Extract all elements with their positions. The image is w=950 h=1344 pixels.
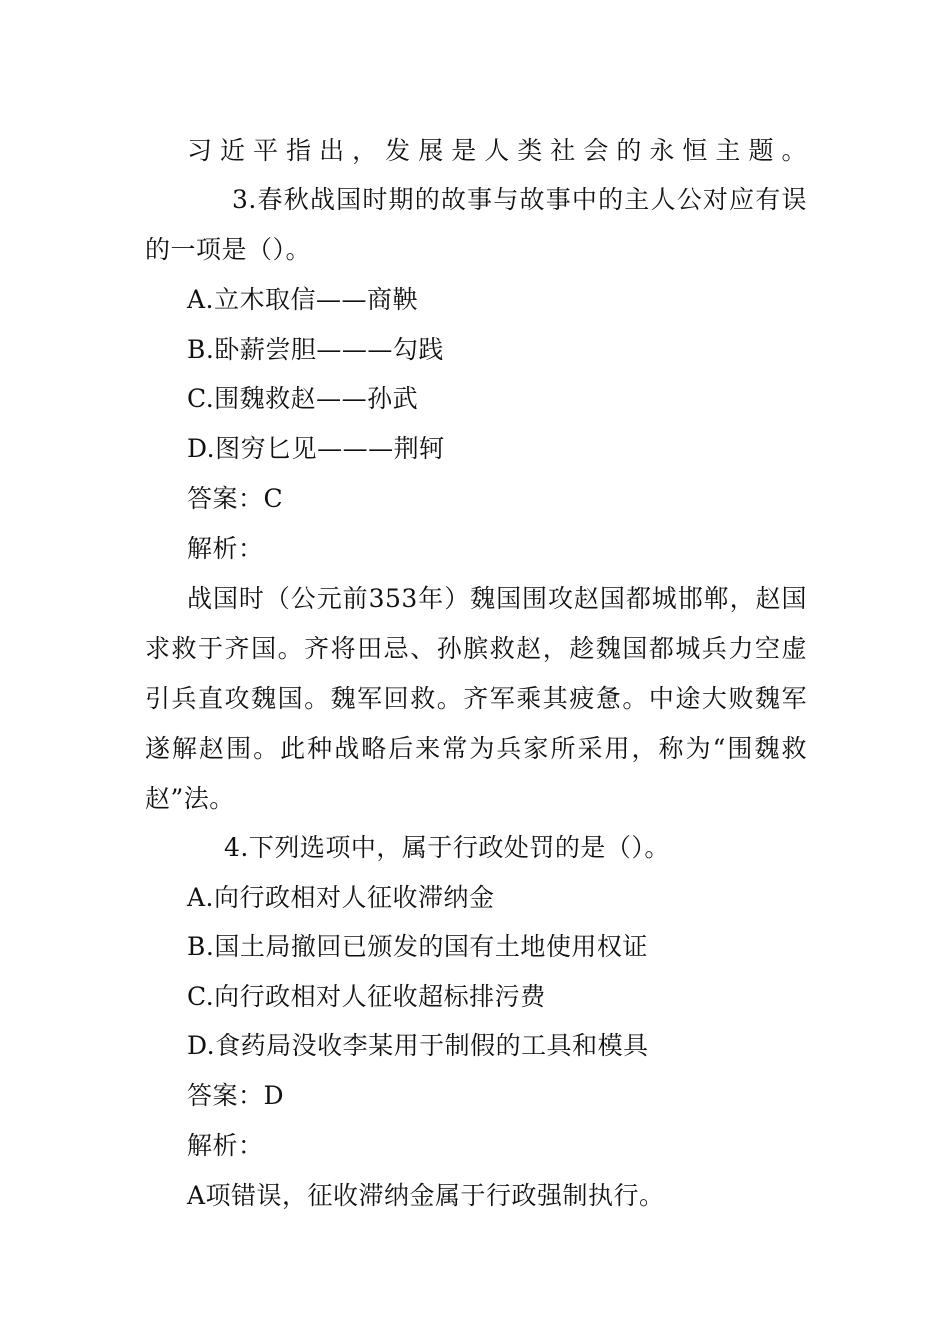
question-3-analysis-label: 解析： (187, 534, 264, 563)
question-3-analysis-line: 求救于齐国。齐将田忌、孙膑救赵，趁魏国都城兵力空虚 (145, 634, 807, 663)
question-4-analysis-label: 解析： (187, 1131, 264, 1160)
question-3-option-c: C.围魏救赵——孙武 (187, 384, 419, 413)
question-4-answer: 答案：D (187, 1081, 285, 1110)
question-3-option-d: D.图穷匕见———荆轲 (187, 434, 445, 463)
question-3-stem: 3.春秋战国时期的故事与故事中的主人公对应有误 (232, 185, 807, 214)
question-3-option-b: B.卧薪尝胆———勾践 (187, 335, 444, 364)
question-4-analysis-line: A项错误，征收滞纳金属于行政强制执行。 (187, 1181, 665, 1210)
question-3-stem-continued: 的一项是（）。 (145, 235, 312, 264)
question-4-option-d: D.食药局没收李某用于制假的工具和模具 (187, 1031, 649, 1060)
question-4-stem: 4.下列选项中，属于行政处罚的是（）。 (224, 833, 670, 862)
question-4-option-c: C.向行政相对人征收超标排污费 (187, 982, 546, 1011)
question-3-analysis-line: 引兵直攻魏国。魏军回救。齐军乘其疲惫。中途大败魏军 (145, 684, 807, 713)
question-3-answer: 答案：C (187, 484, 284, 513)
question-3-analysis-line: 遂解赵围。此种战略后来常为兵家所采用，称为“围魏救 (145, 734, 807, 763)
intro-paragraph: 习近平指出，发展是人类社会的永恒主题。 (187, 136, 807, 165)
question-3-analysis-line: 战国时（公元前353年）魏国围攻赵国都城邯郸，赵国 (187, 584, 807, 613)
question-3-option-a: A.立木取信——商鞅 (187, 285, 419, 314)
question-3-analysis-line: 赵”法。 (145, 784, 235, 813)
question-4-option-b: B.国土局撤回已颁发的国有土地使用权证 (187, 932, 648, 961)
question-4-option-a: A.向行政相对人征收滞纳金 (187, 883, 495, 912)
